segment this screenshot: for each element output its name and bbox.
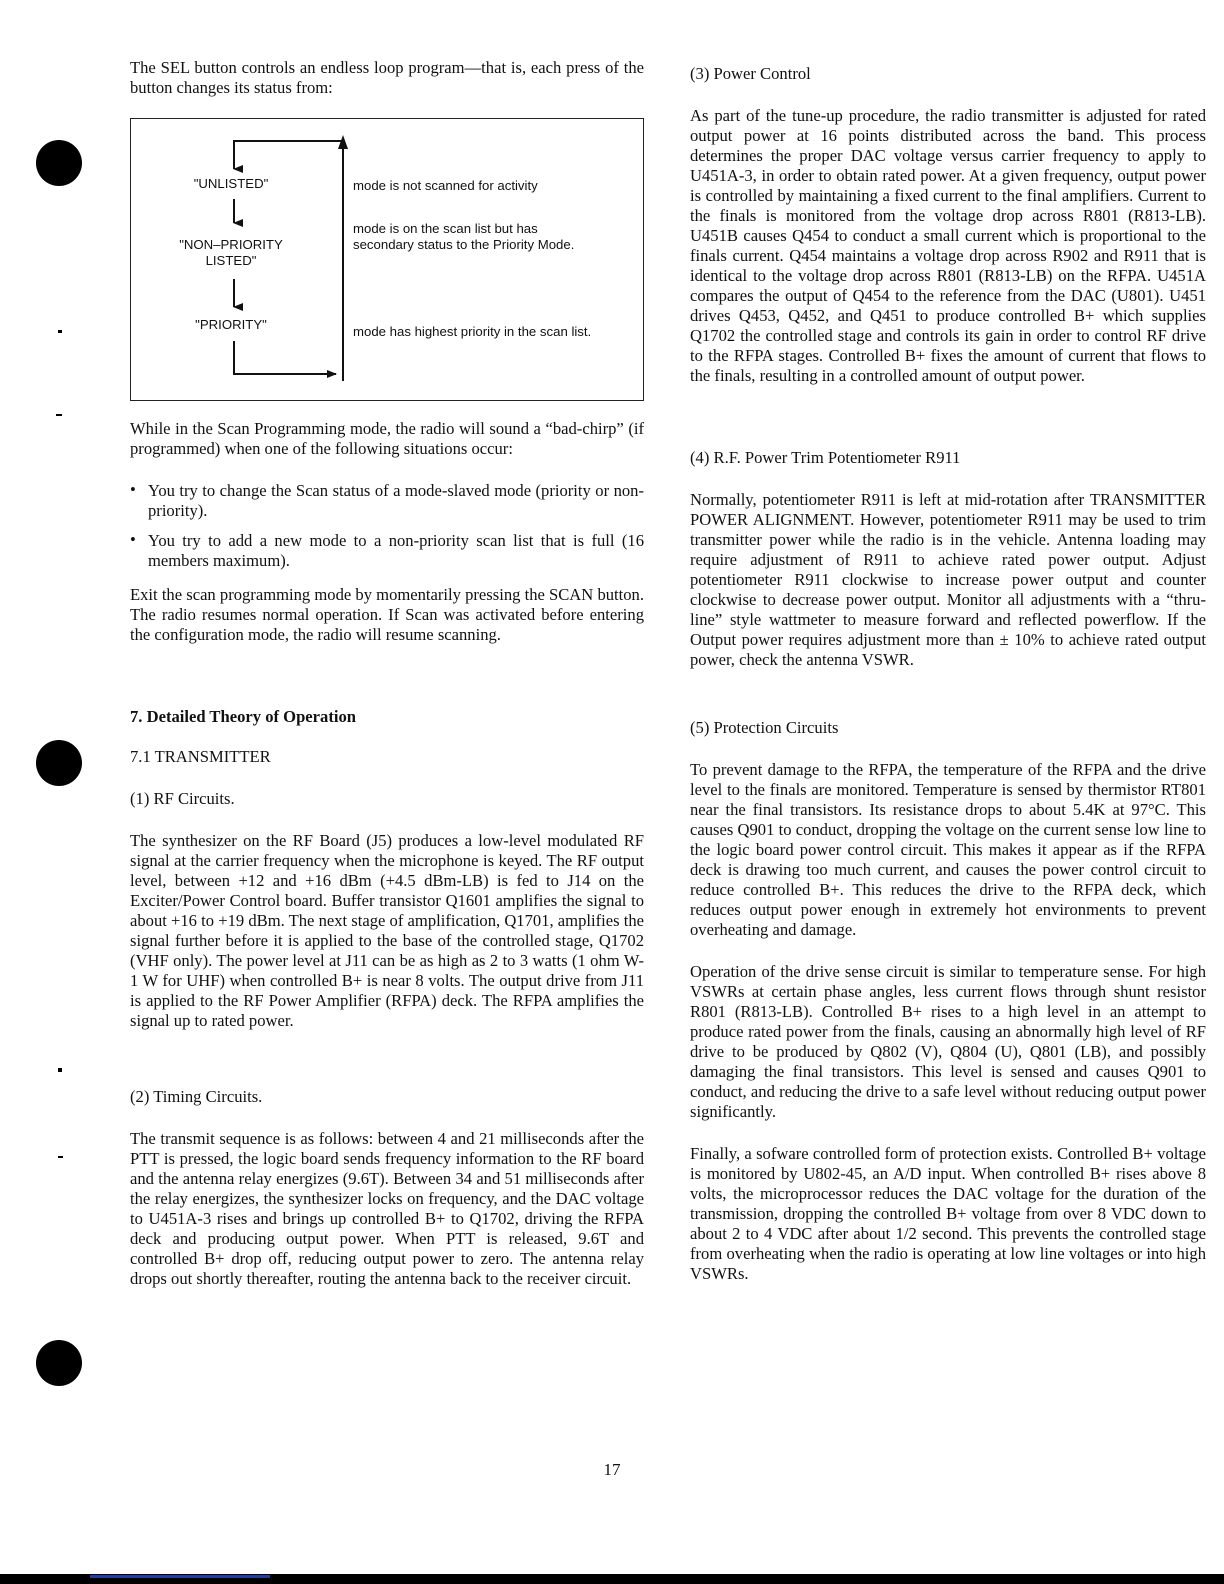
scan-status-diagram <box>130 118 644 401</box>
timing-para: The transmit sequence is as follows: between 4 and 21 milliseconds after the PTT is pressed, the logic board sends frequency information to the RF board and the antenna relay energizes (9.6T). Between 34 and 51 milliseconds after the relay energizes, the synthesizer locks on frequency, and the DAC voltage to U451A-3 rises and brings up controlled B+ to Q1702, driving the RFPA deck and producing output power. When PTT is released, 9.6T and controlled B+ drop off, reducing output power to zero. The antenna relay drops out shortly thereafter, routing the antenna back to the receiver circuit. <box>130 1129 644 1288</box>
nonpriority-label <box>131 237 331 268</box>
punch-hole <box>36 1340 82 1386</box>
unlisted-desc: mode is not scanned for activity <box>353 178 538 193</box>
nonpriority-label-line2: LISTED" <box>205 252 257 268</box>
scan-speck <box>58 1156 63 1158</box>
scan-edge-accent <box>90 1575 270 1578</box>
rf-circuits-heading: (1) RF Circuits. <box>130 789 235 808</box>
nonpriority-label-line1: "NON–PRIORITY <box>179 237 283 252</box>
trim-pot-heading: (4) R.F. Power Trim Potentiometer R911 <box>690 448 961 467</box>
exit-scan-para: Exit the scan programming mode by momentarily pressing the SCAN button. The radio resumes normal operation. If Scan was activated before entering the configuration mode, the radio will resume scanning. <box>130 585 644 644</box>
rf-circuits-para: The synthesizer on the RF Board (J5) produces a low-level modulated RF signal at the carrier frequency when the microphone is keyed. The RF output level, between +12 and +16 dBm (+4.5 dBm-LB) is fed to J14 on the Exciter/Power Control board. Buffer transistor Q1601 amplifies the signal to about +16 to +19 dBm. The next stage of amplification, Q1701, amplifies the signal further before it is applied to the base of the controlled stage, Q1702 (VHF only). The power level at J11 can be as high as 2 to 3 watts (1 ohm W-1 W for UHF) when controlled B+ is near 8 volts. The output drive from J11 is applied to the RF Power Amplifier (RFPA) deck. The RFPA amplifies the signal up to rated power. <box>130 831 644 1030</box>
section-heading: 7. Detailed Theory of Operation <box>130 707 356 726</box>
page-number: 17 <box>603 1460 621 1479</box>
punch-hole <box>36 740 82 786</box>
bullet-icon: • <box>130 530 136 549</box>
protection-para-temperature: To prevent damage to the RFPA, the temperature of the RFPA and the drive level to the finals are monitored. Temperature is sensed by thermistor RT801 near the final transistors. Its resistance drops to about 5.4K at 97°C. This causes Q901 to conduct, dropping the voltage on the current sense low line to the logic board power control circuit. This makes it appear as if the RFPA deck is drawing too much current, and causes the power control circuit to reduce controlled B+. This reduces the drive to the RFPA deck, which reduces output power enough in extremely hot environments to prevent overheating and damage. <box>690 760 1206 939</box>
punch-hole <box>36 140 82 186</box>
priority-desc: mode has highest priority in the scan list. <box>353 324 592 339</box>
nonpriority-desc: mode is on the scan list but has secondary status to the Priority Mode. <box>353 221 575 252</box>
protection-heading: (5) Protection Circuits <box>690 718 839 737</box>
power-control-heading: (3) Power Control <box>690 64 811 83</box>
timing-heading: (2) Timing Circuits. <box>130 1087 263 1106</box>
scan-programming-para: While in the Scan Programming mode, the radio will sound a “bad-chirp” (if programmed) when one of the following situations occur: <box>130 419 644 458</box>
list-item: • You try to add a new mode to a non-priority scan list that is full (16 members maximum). <box>130 530 644 570</box>
list-item: • You try to change the Scan status of a mode-slaved mode (priority or non-priority). <box>130 480 644 520</box>
trim-pot-para: Normally, potentiometer R911 is left at mid-rotation after TRANSMITTER POWER ALIGNMENT. However, potentiometer R911 may be used to trim transmitter power while the radio is in the vehicle. Antenna loading may require adjustment of R911 to achieve rated power output. Adjust potentiometer R911 clockwise to increase power output and counter clockwise to decrease power output. Monitor all adjustments with a “thru-line” style wattmeter to measure forward and reflected powerflow. If the Output power requires adjustment more than ± 10% to achieve rated output power, check the antenna VSWR. <box>690 490 1206 669</box>
unlisted-label: "UNLISTED" <box>193 176 269 191</box>
power-control-para: As part of the tune-up procedure, the radio transmitter is adjusted for rated output power at 16 points distributed across the band. This process determines the proper DAC voltage versus carrier frequency to apply to U451A-3, in order to obtain rated power. At a given frequency, output power is controlled by maintaining a fixed current to the final amplifiers. Current to the finals is monitored from the voltage drop across R801 (R813-LB). U451B causes Q454 to conduct a small current which is proportional to the finals current. Q454 maintains a voltage drop across R902 and R911 that is identical to the voltage drop across R801 (R813-LB) on the RFPA. U451A compares the output of Q454 to the reference from the DAC (U801). U451 drives Q453, Q452, and Q451 to produce controlled B+ which supplies Q1702 the controlled stage and controls its gain in order to control RF drive to the RFPA stages. Controlled B+ fixes the amount of current that flows to the finals, resulting in a controlled amount of output power. <box>690 106 1206 385</box>
scan-speck <box>58 1068 62 1072</box>
scan-edge-bar <box>0 1574 1224 1584</box>
bad-chirp-list <box>130 481 644 571</box>
sel-intro: The SEL button controls an endless loop program—that is, each press of the button changes its status from: <box>130 58 644 97</box>
bullet-icon: • <box>130 480 136 499</box>
protection-para-software: Finally, a sofware controlled form of protection exists. Controlled B+ voltage is monitored by U802-45, an A/D input. When controlled B+ rises above 8 volts, the microprocessor reduces the DAC voltage for the duration of the transmission, dropping the controlled B+ voltage from over 8 VDC down to about 2 to 4 VDC after about 1/2 second. This prevents the controlled stage from overheating when the radio is operating at low line voltages or into high VSWRs. <box>690 1144 1206 1283</box>
scan-speck <box>58 330 62 333</box>
transmitter-heading: 7.1 TRANSMITTER <box>130 747 271 766</box>
priority-label: "PRIORITY" <box>195 317 267 332</box>
scan-speck <box>56 414 62 416</box>
protection-para-drive-sense: Operation of the drive sense circuit is similar to temperature sense. For high VSWRs at certain phase angles, less current flows through shunt resistor R801 (R813-LB). Controlled B+ rises to a high level in an attempt to produce rated power from the finals, causing an abnormally high level of RF drive to be produced by Q802 (V), Q804 (U), Q801 (LB), and possibly damaging the final transistors. This level is sensed and causes Q901 to conduct, and reducing the drive to a safe level without reducing output power significantly. <box>690 962 1206 1121</box>
left-column <box>130 58 644 1289</box>
right-column <box>690 58 1206 1284</box>
